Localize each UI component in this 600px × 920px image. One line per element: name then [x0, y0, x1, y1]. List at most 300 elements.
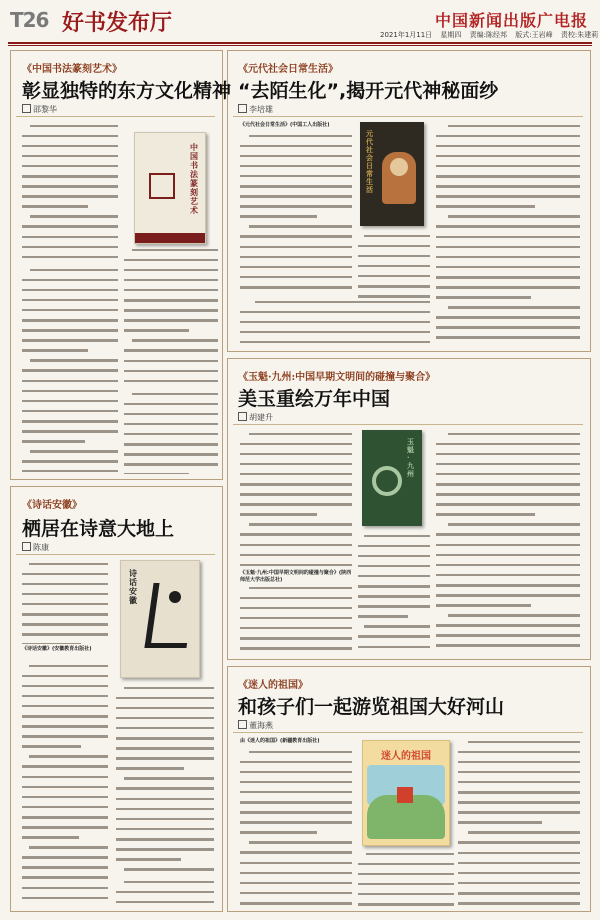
text-line	[240, 791, 352, 799]
text-line	[436, 125, 580, 133]
article-body	[240, 132, 352, 294]
article-body	[116, 684, 214, 876]
text-line	[436, 503, 580, 511]
text-line	[458, 852, 580, 860]
text-line	[22, 876, 108, 884]
book-cover	[362, 430, 422, 526]
text-line	[124, 319, 218, 327]
text-line	[240, 433, 352, 441]
text-line	[22, 369, 118, 377]
text-line	[436, 266, 580, 274]
text-line	[124, 279, 218, 287]
section-title: 好书发布厅	[62, 10, 173, 36]
text-line	[240, 185, 352, 193]
text-line	[22, 299, 118, 307]
text-line	[240, 225, 352, 233]
text-line	[240, 463, 352, 471]
text-line	[22, 643, 108, 644]
article-body	[240, 584, 352, 654]
text-line	[22, 593, 108, 601]
text-line	[240, 902, 352, 906]
text-line	[458, 841, 580, 849]
text-line	[240, 246, 352, 254]
text-line	[458, 751, 580, 759]
text-line	[124, 329, 218, 337]
text-line	[358, 646, 430, 654]
text-line	[22, 613, 108, 621]
text-line	[22, 816, 108, 824]
text-line	[124, 370, 218, 378]
article-body	[436, 430, 580, 654]
text-line	[124, 413, 218, 421]
text-line	[116, 858, 214, 866]
article-author: 胡建升	[238, 412, 273, 423]
article-tag: 《中国书法篆刻艺术》	[22, 64, 122, 75]
text-line	[240, 811, 352, 819]
book-jade-ring	[372, 466, 402, 496]
text-line	[358, 265, 430, 273]
text-line	[22, 195, 118, 203]
text-line	[436, 433, 580, 441]
text-line	[358, 635, 430, 643]
text-line	[240, 493, 352, 501]
issue-proof: 责校:朱建莉	[560, 31, 599, 39]
text-line	[116, 891, 214, 899]
text-line	[240, 175, 352, 183]
issue-editor: 责编:陈经邦	[469, 31, 508, 39]
text-line	[436, 443, 580, 451]
text-line	[358, 255, 430, 263]
title-divider	[233, 424, 583, 425]
text-line	[240, 276, 352, 284]
text-line	[436, 483, 580, 491]
article-body	[358, 532, 430, 654]
text-line	[22, 269, 118, 277]
article-lead-subhead: 由《迷人的祖国》(新疆教育出版社)	[240, 738, 320, 744]
article-headline: 和孩子们一起游览祖国大好河山	[238, 696, 505, 718]
text-line	[436, 246, 580, 254]
text-line	[116, 901, 214, 906]
text-line	[240, 453, 352, 461]
text-line	[458, 771, 580, 779]
text-line	[124, 339, 218, 347]
text-line	[240, 145, 352, 153]
text-line	[240, 597, 352, 605]
text-line	[240, 841, 352, 849]
text-line	[436, 473, 580, 481]
text-line	[116, 767, 214, 775]
text-line	[240, 607, 352, 615]
text-line	[22, 309, 118, 317]
text-line	[22, 603, 108, 611]
text-line	[116, 777, 214, 785]
text-line	[22, 175, 118, 183]
article-body	[124, 390, 218, 474]
text-line	[22, 205, 118, 213]
text-line	[240, 862, 352, 870]
article-headline: 栖居在诗意大地上	[22, 518, 175, 540]
article-body	[22, 662, 108, 906]
text-line	[22, 289, 118, 297]
text-line	[124, 423, 218, 431]
text-line	[124, 349, 218, 357]
book-portrait-face	[390, 158, 408, 176]
text-line	[240, 311, 430, 319]
text-line	[358, 873, 454, 881]
text-line	[240, 637, 352, 645]
text-line	[22, 796, 108, 804]
article-body	[116, 878, 214, 906]
text-line	[124, 360, 218, 368]
text-line	[240, 301, 430, 309]
issue-info	[380, 30, 600, 40]
book-cover	[120, 560, 200, 678]
text-line	[240, 761, 352, 769]
text-line	[436, 256, 580, 264]
text-line	[240, 266, 352, 274]
text-line	[358, 575, 430, 583]
text-line	[240, 256, 352, 264]
text-line	[436, 463, 580, 471]
text-line	[240, 751, 352, 759]
text-line	[22, 400, 118, 408]
book-cover	[362, 740, 450, 846]
text-line	[458, 791, 580, 799]
text-line	[240, 647, 352, 654]
text-line	[22, 735, 108, 743]
article-body	[22, 560, 108, 644]
text-line	[22, 256, 118, 262]
book-title-text: 元代社会日常生活	[366, 130, 373, 194]
text-line	[240, 215, 352, 223]
text-line	[358, 275, 430, 283]
text-line	[436, 205, 580, 213]
title-divider	[16, 554, 215, 555]
article-author: 陈康	[22, 542, 49, 553]
text-line	[240, 321, 430, 329]
text-line	[436, 296, 580, 304]
text-line	[436, 135, 580, 143]
article-body	[124, 246, 218, 386]
article-body	[240, 430, 352, 568]
text-line	[436, 225, 580, 233]
text-line	[436, 175, 580, 183]
text-line	[436, 493, 580, 501]
book-calligraphy-dot	[169, 591, 181, 603]
text-line	[436, 523, 580, 531]
book-seal	[149, 173, 175, 199]
text-line	[436, 564, 580, 572]
text-line	[124, 309, 218, 317]
text-line	[436, 316, 580, 324]
text-line	[22, 725, 108, 733]
text-line	[436, 574, 580, 582]
text-line	[436, 286, 580, 294]
text-line	[358, 555, 430, 563]
text-line	[240, 513, 352, 521]
text-line	[22, 715, 108, 723]
text-line	[116, 687, 214, 695]
article-lead-subhead: 《元代社会日常生活》(中国工人出版社)	[240, 122, 330, 128]
text-line	[22, 420, 118, 428]
text-line	[436, 594, 580, 602]
text-line	[240, 331, 430, 339]
book-title-text: 迷人的祖国	[381, 751, 431, 762]
text-line	[358, 863, 454, 871]
text-line	[22, 359, 118, 367]
text-line	[436, 165, 580, 173]
text-line	[240, 533, 352, 541]
text-line	[22, 349, 118, 357]
text-line	[458, 811, 580, 819]
text-line	[22, 430, 118, 438]
text-line	[240, 587, 352, 595]
masthead: 中国新闻出版广电报	[434, 11, 588, 30]
article-headline: 美玉重绘万年中国	[238, 388, 391, 410]
text-line	[116, 818, 214, 826]
text-line	[22, 125, 118, 133]
text-line	[116, 881, 214, 889]
text-line	[240, 135, 352, 143]
text-line	[22, 695, 108, 703]
text-line	[22, 215, 118, 223]
text-line	[22, 887, 108, 895]
text-line	[240, 892, 352, 900]
text-line	[436, 236, 580, 244]
text-line	[22, 165, 118, 173]
header-rule	[8, 42, 592, 44]
text-line	[358, 595, 430, 603]
book-title-text: 诗话安徽	[129, 569, 137, 605]
text-line	[116, 808, 214, 816]
text-line	[22, 470, 118, 472]
issue-layout: 版式:王岩峰	[515, 31, 553, 39]
article-body	[358, 232, 430, 302]
text-line	[458, 781, 580, 789]
text-line	[116, 848, 214, 856]
text-line	[116, 787, 214, 795]
article-body	[436, 122, 580, 344]
text-line	[240, 544, 352, 552]
text-line	[240, 872, 352, 880]
text-line	[436, 584, 580, 592]
text-line	[116, 717, 214, 725]
text-line	[22, 745, 108, 753]
text-line	[436, 533, 580, 541]
text-line	[358, 883, 454, 891]
text-line	[358, 615, 430, 623]
text-line	[22, 583, 108, 591]
text-line	[458, 882, 580, 890]
text-line	[22, 185, 118, 193]
text-line	[22, 279, 118, 287]
text-line	[436, 306, 580, 314]
text-line	[22, 155, 118, 163]
page-number: T26	[10, 8, 49, 32]
text-line	[116, 737, 214, 745]
text-line	[22, 826, 108, 834]
text-line	[358, 903, 454, 906]
text-line	[240, 443, 352, 451]
text-line	[22, 765, 108, 773]
article-subhead: 《诗话安徽》(安徽教育出版社)	[22, 646, 92, 652]
text-line	[116, 707, 214, 715]
article-body	[22, 266, 118, 472]
article-author: 董海燕	[238, 720, 273, 731]
text-line	[22, 786, 108, 794]
text-line	[240, 503, 352, 511]
text-line	[124, 299, 218, 307]
text-line	[22, 776, 108, 784]
text-line	[124, 269, 218, 277]
text-line	[22, 846, 108, 854]
text-line	[358, 245, 430, 253]
text-line	[240, 617, 352, 625]
article-author: 李培雄	[238, 104, 273, 115]
text-line	[436, 644, 580, 652]
text-line	[436, 554, 580, 562]
text-line	[436, 185, 580, 193]
text-line	[436, 276, 580, 284]
article-subhead: 《玉魁·九州:中国早期文明间的碰撞与聚合》(陕西师范大学出版总社)	[240, 570, 352, 583]
text-line	[436, 195, 580, 203]
text-line	[124, 289, 218, 297]
text-line	[22, 450, 118, 458]
text-line	[22, 225, 118, 233]
article-tag: 《诗话安徽》	[22, 500, 82, 511]
text-line	[22, 236, 118, 244]
title-divider	[16, 116, 215, 117]
article-tag: 《玉魁·九州:中国早期文明间的碰撞与聚合》	[238, 372, 436, 383]
title-divider	[233, 116, 583, 117]
text-line	[116, 727, 214, 735]
text-line	[22, 145, 118, 153]
text-line	[124, 403, 218, 411]
text-line	[358, 893, 454, 901]
text-line	[436, 336, 580, 344]
text-line	[22, 329, 118, 337]
text-line	[22, 633, 108, 641]
text-line	[358, 235, 430, 243]
text-line	[458, 902, 580, 906]
text-line	[458, 831, 580, 839]
text-line	[240, 564, 352, 568]
text-line	[116, 697, 214, 705]
text-line	[22, 806, 108, 814]
text-line	[240, 483, 352, 491]
text-line	[22, 836, 108, 844]
text-line	[240, 831, 352, 839]
book-stripe	[135, 233, 205, 243]
text-line	[240, 341, 430, 344]
text-line	[22, 339, 118, 347]
issue-weekday: 星期四	[440, 31, 462, 39]
article-tag: 《元代社会日常生活》	[238, 64, 338, 75]
text-line	[436, 326, 580, 334]
text-line	[240, 627, 352, 635]
text-line	[22, 573, 108, 581]
text-line	[358, 285, 430, 293]
text-line	[458, 821, 580, 829]
text-line	[240, 473, 352, 481]
text-line	[116, 868, 214, 876]
text-line	[240, 781, 352, 789]
text-line	[22, 897, 108, 905]
text-line	[22, 665, 108, 673]
text-line	[436, 634, 580, 642]
book-illustration-house	[397, 787, 413, 803]
text-line	[458, 761, 580, 769]
text-line	[358, 545, 430, 553]
text-line	[22, 380, 118, 388]
text-line	[436, 145, 580, 153]
text-line	[124, 380, 218, 386]
text-line	[240, 165, 352, 173]
text-line	[22, 755, 108, 763]
text-line	[240, 286, 352, 294]
text-line	[22, 460, 118, 468]
book-cover	[134, 132, 206, 244]
text-line	[240, 882, 352, 890]
article-body	[458, 738, 580, 906]
text-line	[436, 544, 580, 552]
header-rule-thin	[8, 45, 592, 46]
issue-date: 2021年1月11日	[380, 31, 433, 39]
text-line	[358, 853, 454, 861]
text-line	[22, 866, 108, 874]
text-line	[240, 801, 352, 809]
text-line	[436, 624, 580, 632]
text-line	[22, 390, 118, 398]
text-line	[22, 319, 118, 327]
text-line	[358, 565, 430, 573]
text-line	[240, 205, 352, 213]
article-tag: 《迷人的祖国》	[238, 680, 308, 691]
text-line	[22, 675, 108, 683]
text-line	[436, 453, 580, 461]
text-line	[240, 554, 352, 562]
text-line	[436, 155, 580, 163]
article-body	[22, 122, 118, 262]
article-author: 邵黎华	[22, 104, 57, 115]
text-line	[116, 798, 214, 806]
title-divider	[233, 732, 583, 733]
text-line	[240, 155, 352, 163]
text-line	[436, 513, 580, 521]
text-line	[22, 563, 108, 571]
text-line	[358, 625, 430, 633]
text-line	[358, 605, 430, 613]
text-line	[124, 259, 218, 267]
text-line	[358, 585, 430, 593]
text-line	[240, 771, 352, 779]
article-body	[358, 850, 454, 906]
book-title-text: 中国书法篆刻艺术	[190, 143, 198, 215]
text-line	[458, 862, 580, 870]
text-line	[358, 535, 430, 543]
text-line	[22, 440, 118, 448]
article-headline: 彰显独特的东方文化精神	[22, 80, 232, 102]
text-line	[124, 443, 218, 451]
book-cover	[360, 122, 424, 226]
text-line	[240, 523, 352, 531]
text-line	[436, 215, 580, 223]
text-line	[436, 614, 580, 622]
text-line	[240, 195, 352, 203]
text-line	[116, 757, 214, 765]
text-line	[124, 473, 218, 474]
article-body	[240, 748, 352, 906]
